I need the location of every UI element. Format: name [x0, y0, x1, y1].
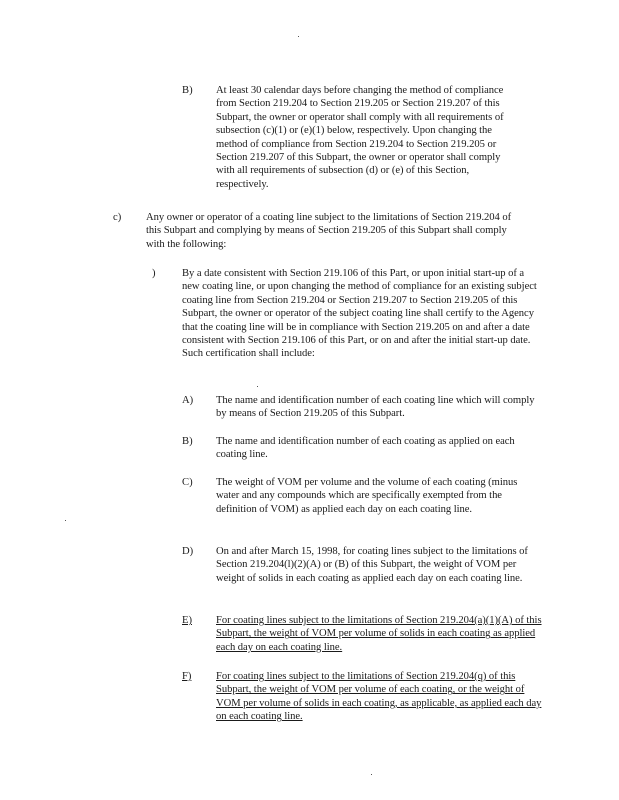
subparagraph-label-c: C) — [182, 477, 193, 488]
scan-speck — [65, 520, 66, 521]
paragraph-1: By a date consistent with Section 219.106 of this Part, or upon initial start-up of a new coating line, or upon changing the method of compliance for an existing subject coating line from Section 219.204 or Section 219.207 to Section 219.205 of this Subpart, the owner or operator of the subject coating line shall certify to the Agency that the coating line will be in compliance with Section 219.205 on and after a date consistent with Section 219.106 of this Part, or on and after the initial start-up date. Such certification shall include: — [182, 268, 537, 360]
subparagraph-b: The name and identification number of each coating as applied on each coating line. — [216, 436, 515, 461]
paragraph-label-1: ) — [152, 268, 156, 279]
paragraph-label-b-top: B) — [182, 85, 193, 96]
scan-speck — [298, 36, 299, 37]
subparagraph-label-b: B) — [182, 436, 193, 447]
subparagraph-c: The weight of VOM per volume and the volume of each coating (minus water and any compounds which are specifically exempted from the definition of VOM) as applied each day on each coating line. — [216, 477, 518, 515]
subparagraph-label-d: D) — [182, 546, 194, 557]
scan-speck — [257, 386, 258, 387]
subparagraph-f: For coating lines subject to the limitations of Section 219.204(q) of this Subpart, the weight of VOM per volume of each coating, or the weight of VOM per volume of solids in each coating, as applicable, as applied each day on each coating line. — [216, 671, 542, 723]
paragraph-c: Any owner or operator of a coating line subject to the limitations of Section 219.204 of this Subpart and complying by means of Section 219.205 of this Subpart shall comply with the following: — [146, 212, 512, 250]
subparagraph-label-a: A) — [182, 395, 194, 406]
subparagraph-a: The name and identification number of each coating line which will comply by means of Section 219.205 of this Subpart. — [216, 395, 535, 420]
subparagraph-label-f: F) — [182, 671, 192, 682]
subparagraph-e: For coating lines subject to the limitations of Section 219.204(a)(1)(A) of this Subpart, the weight of VOM per volume of solids in each coating as applied each day on each coating line. — [216, 615, 542, 653]
subparagraph-label-e: E) — [182, 615, 192, 626]
paragraph-label-c: c) — [113, 212, 122, 223]
subparagraph-d: On and after March 15, 1998, for coating lines subject to the limitations of Section 219.204(l)(2)(A) or (B) of this Subpart, the weight of VOM per weight of solids in each coating as applied each day on each coating line. — [216, 546, 528, 584]
scan-speck — [371, 774, 372, 775]
paragraph-b-top: At least 30 calendar days before changing the method of compliance from Section 219.204 to Section 219.205 or Section 219.207 of this Subpart, the owner or operator shall comply with all requirements of subsection (c)(1) or (e)(1) below, respectively. Upon changing the method of compliance from Section 219.204 to Section 219.205 or Section 219.207 of this Subpart, the owner or operator shall comply with all requirements of subsection (d) or (e) of this Section, respectively. — [216, 85, 504, 190]
